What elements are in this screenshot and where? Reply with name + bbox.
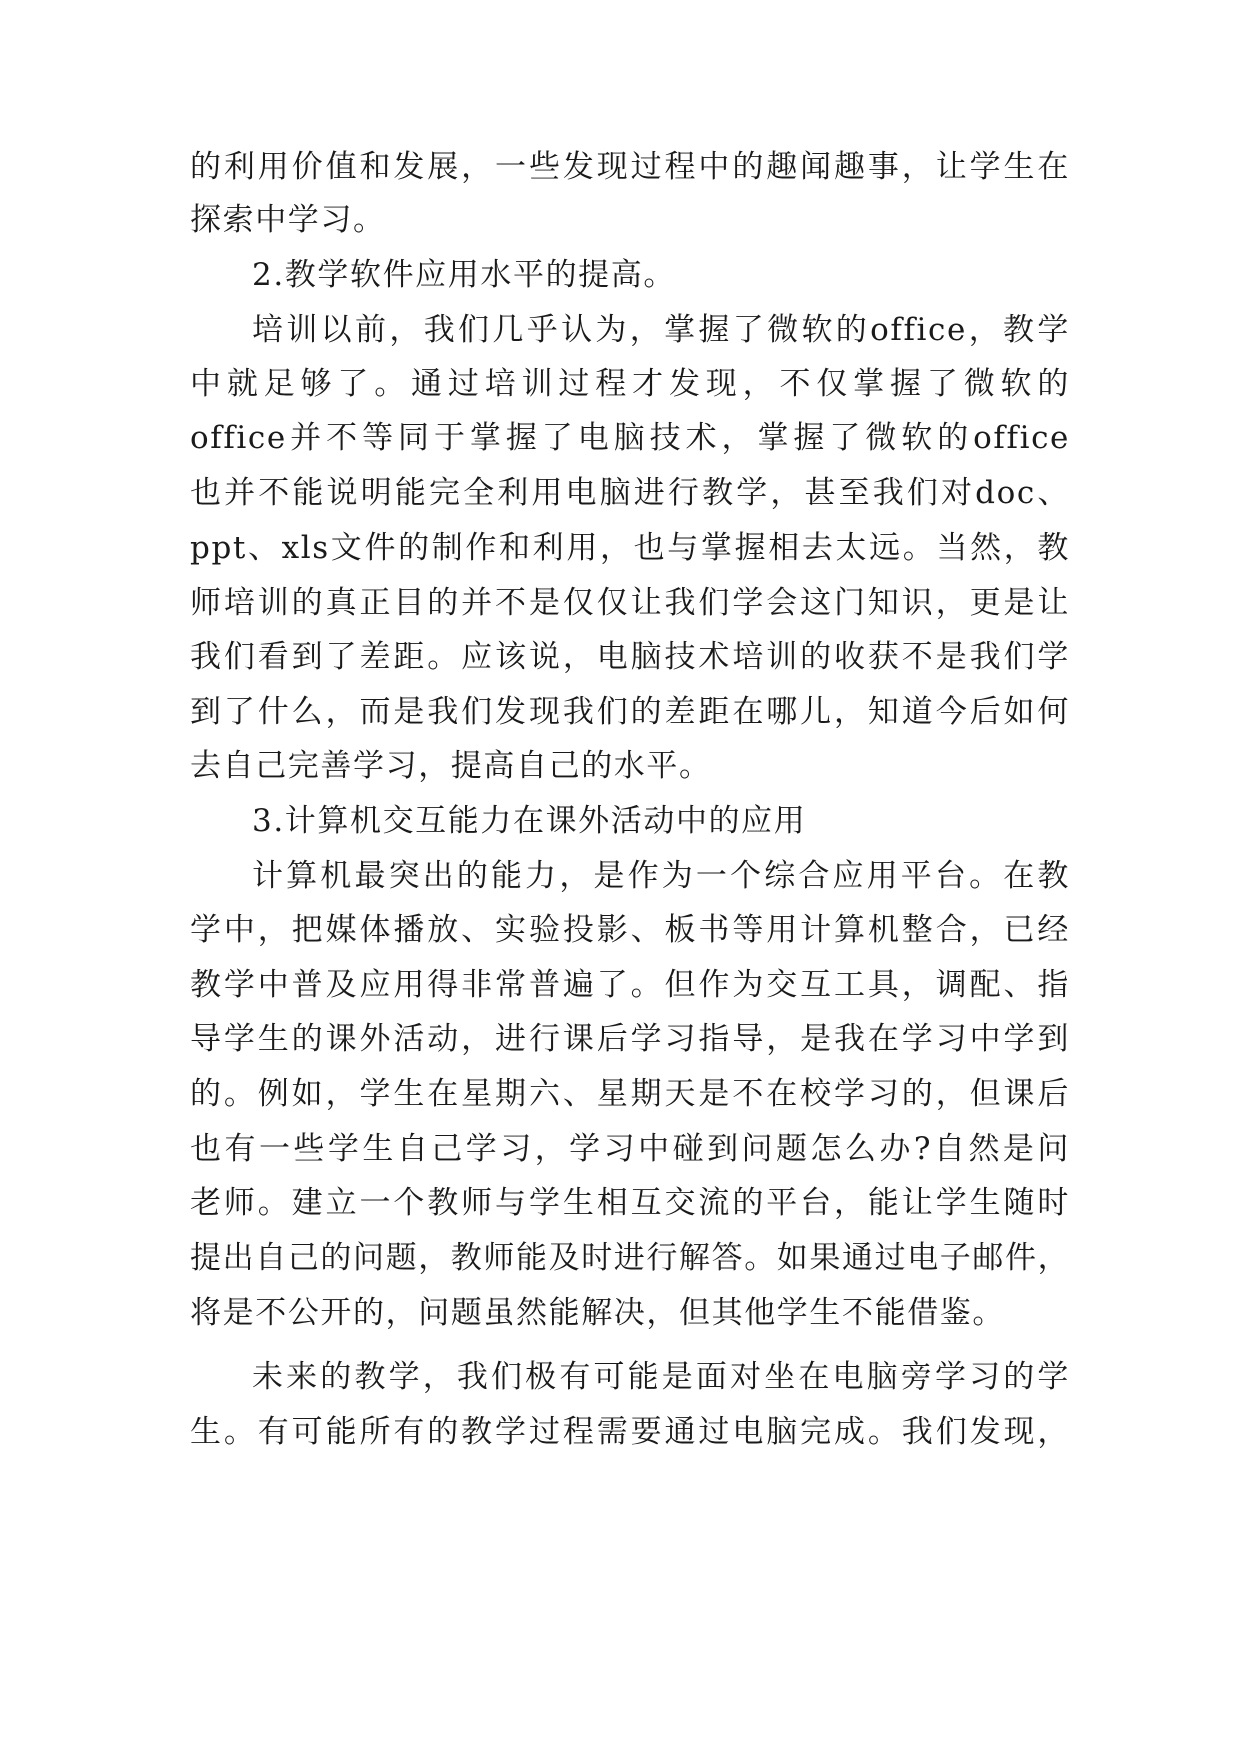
- section-heading: 3.计算机交互能力在课外活动中的应用: [252, 803, 807, 839]
- section-heading: 2.教学软件应用水平的提高。: [252, 257, 676, 293]
- text-line: 培训以前，我们几乎认为，掌握了微软的office，教学: [252, 312, 1070, 348]
- text-line: 我们看到了差距。应该说，电脑技术培训的收获不是我们学: [190, 639, 1070, 675]
- text-line: 到了什么，而是我们发现我们的差距在哪儿，知道今后如何: [190, 694, 1070, 730]
- text-line: 也并不能说明能完全利用电脑进行教学，甚至我们对doc、: [190, 475, 1070, 511]
- text-line: 生。有可能所有的教学过程需要通过电脑完成。我们发现，: [190, 1414, 1070, 1450]
- text-line: 师培训的真正目的并不是仅仅让我们学会这门知识，更是让: [190, 585, 1070, 621]
- text-line: 未来的教学，我们极有可能是面对坐在电脑旁学习的学: [252, 1359, 1070, 1395]
- text-line: 去自己完善学习，提高自己的水平。: [190, 748, 712, 784]
- text-line: 的。例如，学生在星期六、星期天是不在校学习的，但课后: [190, 1076, 1070, 1112]
- text-line: 计算机最突出的能力，是作为一个综合应用平台。在教: [252, 858, 1070, 894]
- text-line: 也有一些学生自己学习，学习中碰到问题怎么办?自然是问: [190, 1131, 1070, 1167]
- text-line: 提出自己的问题，教师能及时进行解答。如果通过电子邮件，: [190, 1240, 1071, 1276]
- text-line: ppt、xls文件的制作和利用，也与掌握相去太远。当然，教: [190, 530, 1070, 566]
- text-line: office并不等同于掌握了电脑技术，掌握了微软的office: [190, 420, 1070, 456]
- text-line: 的利用价值和发展，一些发现过程中的趣闻趣事，让学生在: [190, 149, 1070, 185]
- text-line: 将是不公开的，问题虽然能解决，但其他学生不能借鉴。: [190, 1295, 1005, 1331]
- text-line: 导学生的课外活动，进行课后学习指导，是我在学习中学到: [190, 1021, 1070, 1057]
- text-line: 中就足够了。通过培训过程才发现，不仅掌握了微软的: [190, 366, 1070, 402]
- text-line: 老师。建立一个教师与学生相互交流的平台，能让学生随时: [190, 1185, 1070, 1221]
- text-line: 学中，把媒体播放、实验投影、板书等用计算机整合，已经: [190, 912, 1070, 948]
- text-line: 教学中普及应用得非常普遍了。但作为交互工具，调配、指: [190, 967, 1070, 1003]
- text-line: 探索中学习。: [190, 202, 386, 238]
